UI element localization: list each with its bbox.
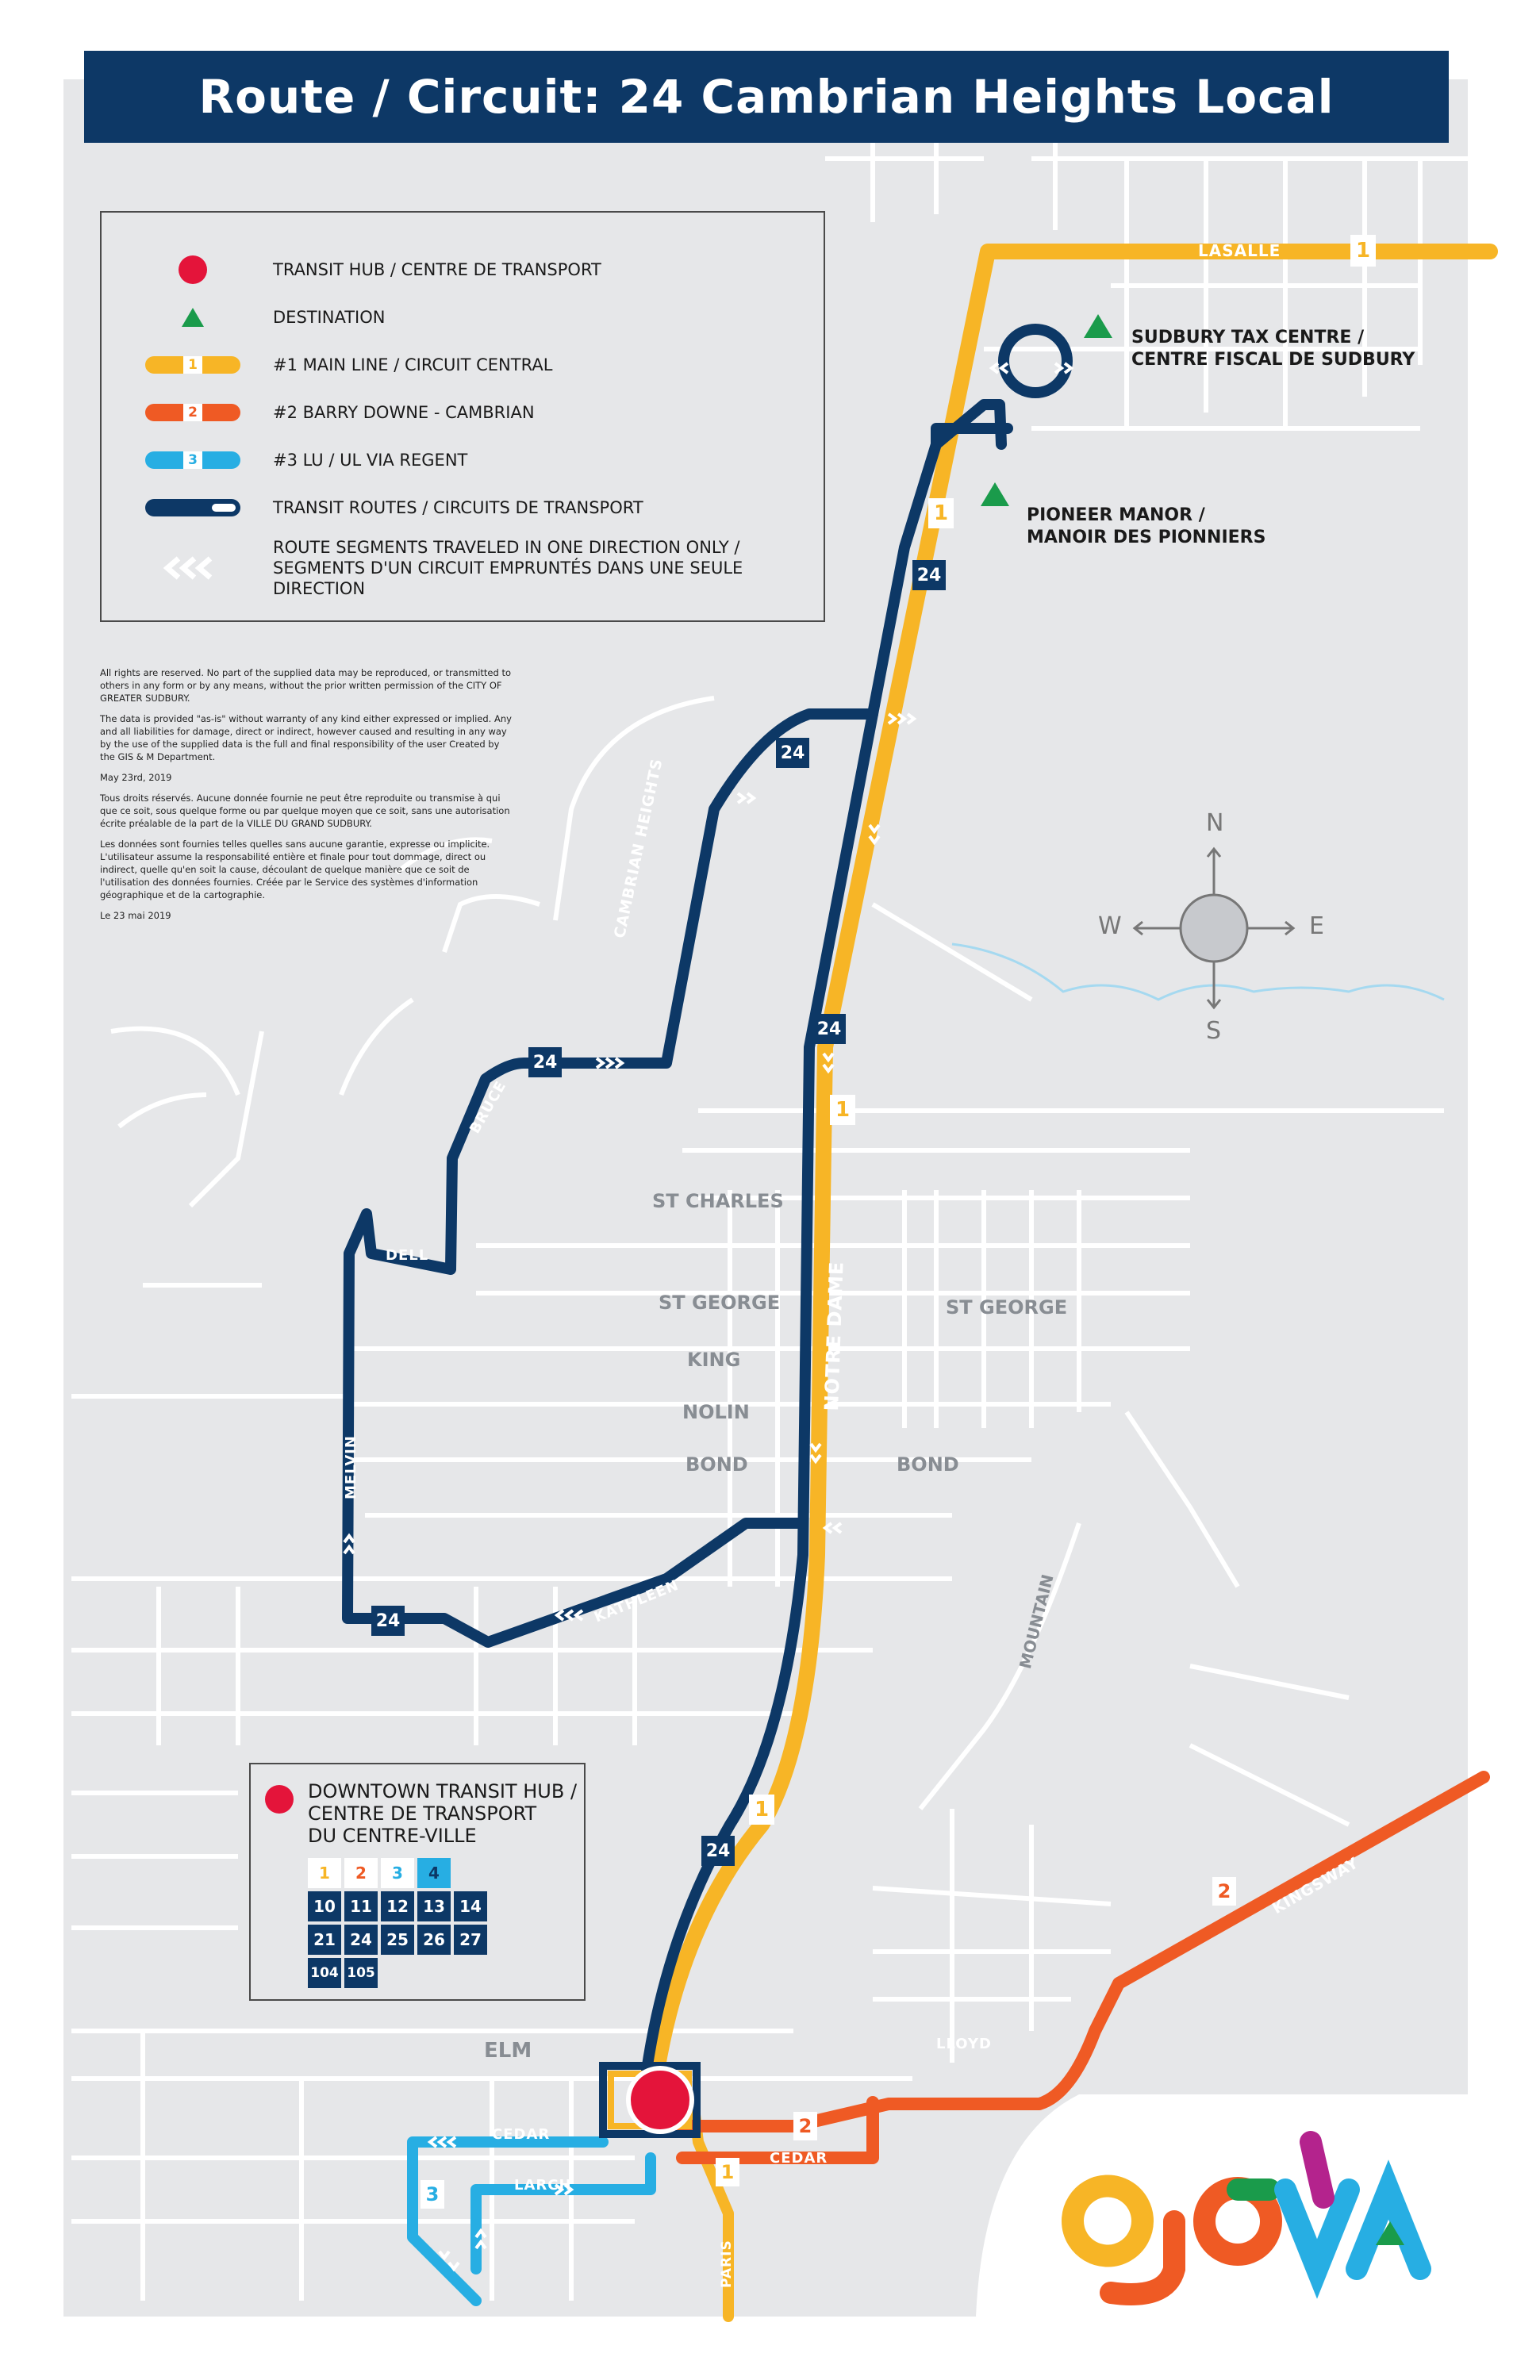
hub-title: DOWNTOWN TRANSIT HUB / CENTRE DE TRANSPORT DU CENTRE-VILLE — [308, 1780, 578, 1847]
green-triangle-icon — [141, 301, 244, 333]
hub-route-13: 13 — [417, 1891, 451, 1921]
street-cedar-west: CEDAR — [492, 2126, 551, 2143]
street-paris: PARIS — [719, 2240, 735, 2288]
street-notre-dame: NOTRE DAME — [820, 1261, 848, 1411]
hub-route-1: 1 — [308, 1858, 341, 1888]
navy-pill-icon — [141, 492, 244, 524]
street-st-george-west: ST GEORGE — [659, 1292, 781, 1314]
hub-route-27: 27 — [454, 1925, 487, 1955]
destination-label-pioneer-manor: PIONEER MANOR / MANOIR DES PIONNIERS — [1027, 505, 1266, 547]
street-lloyd: LLOYD — [936, 2036, 992, 2052]
hub-route-3: 3 — [381, 1858, 414, 1888]
hub-route-4: 4 — [417, 1858, 451, 1888]
street-bond-west: BOND — [686, 1453, 748, 1476]
hub-route-24: 24 — [344, 1925, 378, 1955]
route-badge-24-melvin: 24 — [371, 1606, 405, 1636]
route-badge-24-bruce: 24 — [528, 1047, 562, 1077]
street-cambrian-heights: CAMBRIAN HEIGHTS — [611, 756, 666, 940]
street-king: KING — [687, 1349, 741, 1371]
route-badge-24-notre-dame: 24 — [812, 1014, 846, 1044]
route-badge-24-north: 24 — [912, 560, 946, 590]
hub-route-14: 14 — [454, 1891, 487, 1921]
downtown-hub-legend — [249, 1763, 586, 2001]
street-mountain: MOUNTAIN — [1016, 1572, 1058, 1671]
route-badge-1-north: 1 — [928, 498, 954, 528]
route-badge-24-cambrian: 24 — [776, 738, 809, 768]
legend — [100, 211, 825, 622]
red-circle-icon — [265, 1785, 294, 1814]
street-nolin: NOLIN — [682, 1401, 750, 1423]
red-circle-icon — [141, 254, 244, 286]
destination-label-tax-centre: SUDBURY TAX CENTRE / CENTRE FISCAL DE SUDBURY — [1131, 328, 1415, 370]
street-kingsway: KINGSWAY — [1269, 1854, 1362, 1918]
route-badge-1-mid: 1 — [830, 1095, 855, 1125]
compass-west: W — [1098, 912, 1122, 940]
legend-item-route-2: 2 #2 BARRY DOWNE - CAMBRIAN — [102, 397, 824, 428]
route-badge-2-cedar: 2 — [793, 2112, 817, 2140]
legend-item-transit-routes: TRANSIT ROUTES / CIRCUITS DE TRANSPORT — [102, 492, 824, 524]
route-badge-24-south: 24 — [701, 1836, 735, 1866]
compass-east: E — [1309, 912, 1324, 940]
hub-route-104: 104 — [308, 1958, 341, 1988]
hub-route-25: 25 — [381, 1925, 414, 1955]
street-bruce: BRUCE — [467, 1078, 510, 1137]
hub-route-105: 105 — [344, 1958, 378, 1988]
transit-hub-marker — [628, 2068, 692, 2132]
street-elm: ELM — [484, 2039, 532, 2063]
legend-item-transit-hub: TRANSIT HUB / CENTRE DE TRANSPORT — [102, 254, 824, 286]
hub-route-21: 21 — [308, 1925, 341, 1955]
route-badge-1-lasalle: 1 — [1350, 235, 1376, 267]
legend-item-route-3: 3 #3 LU / UL VIA REGENT — [102, 444, 824, 476]
legend-item-route-1: 1 #1 MAIN LINE / CIRCUIT CENTRAL — [102, 349, 824, 381]
street-dell: DELL — [386, 1247, 429, 1264]
legend-item-destination: DESTINATION — [102, 301, 824, 333]
street-st-george-east: ST GEORGE — [946, 1296, 1068, 1319]
hub-route-2: 2 — [344, 1858, 378, 1888]
orange-pill-icon: 2 — [141, 397, 244, 428]
disclaimer: All rights are reserved. No part of the supplied data may be reproduced, or transmitted to others in any form or by any means, without the prior written permission of the CITY OF GREATER SUDBURY. The data is provided "as-is" without warranty of any kind either expressed or implied. Any and all liabilities for damage, direct or indirect, however caused and resulting in any way by the use of the supplied data is the full and final responsibility of the user Created by the GIS & M Department. May 23rd, 2019 Tous droits réservés. Aucune donnée fournie ne peut être reproduite ou transmise à qui que ce soit, sous quelque forme ou par quelque moyen que ce soit, sans une autorisation écrite préalable de la part de la VILLE DU GRAND SUDBURY. Les données sont fournies telles quelles sans aucune garantie, expresse ou implicite. L'utilisateur assume la responsabilité entière et finale pour tout dommage, direct ou indirect, quelle qu'en soit la cause, découlant de quelque manière que ce soit de l'utilisation des données fournies. Créée par le Service des systèmes d'information géographique et de la cartographie. Le 23 mai 2019 — [100, 667, 512, 921]
route-badge-1-paris: 1 — [716, 2158, 739, 2186]
compass-south: S — [1206, 1017, 1222, 1045]
street-kathleen: KATHLEEN — [592, 1576, 682, 1626]
compass-north: N — [1206, 809, 1224, 837]
legend-item-one-direction: ROUTE SEGMENTS TRAVELED IN ONE DIRECTION ONLY / SEGMENTS D'UN CIRCUIT EMPRUNTÉS DANS UNE SEULE DIRECTION — [102, 544, 824, 592]
hub-route-10: 10 — [308, 1891, 341, 1921]
street-larch: LARCH — [514, 2177, 572, 2194]
chevrons-icon — [141, 544, 244, 592]
street-bond-east: BOND — [897, 1453, 959, 1476]
yellow-pill-icon: 1 — [141, 349, 244, 381]
route-badge-3: 3 — [421, 2180, 444, 2209]
route-badge-2-kingsway: 2 — [1212, 1877, 1236, 1906]
street-cedar-east: CEDAR — [770, 2150, 828, 2167]
hub-route-12: 12 — [381, 1891, 414, 1921]
cyan-pill-icon: 3 — [141, 444, 244, 476]
route-badge-1-south: 1 — [749, 1795, 774, 1825]
hub-route-26: 26 — [417, 1925, 451, 1955]
street-st-charles: ST CHARLES — [652, 1190, 784, 1212]
street-lasalle: LASALLE — [1198, 241, 1281, 260]
street-melvin: MELVIN — [343, 1435, 359, 1499]
page-title: Route / Circuit: 24 Cambrian Heights Local — [84, 51, 1449, 143]
hub-route-11: 11 — [344, 1891, 378, 1921]
